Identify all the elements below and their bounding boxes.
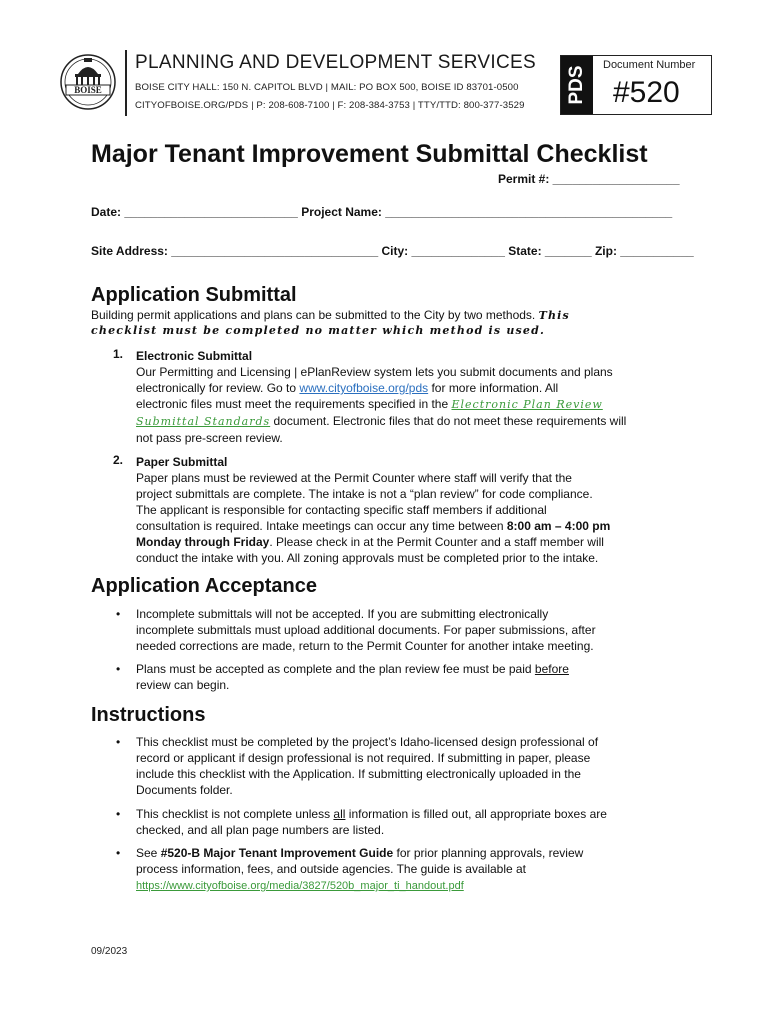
electronic-submittal: [136, 348, 696, 446]
instruction-item-3: [136, 845, 706, 894]
item-number-2: 2.: [113, 453, 124, 467]
ins2-line1-b: information is filled out, all appropriate boxes are: [345, 807, 607, 821]
application-submittal-heading: Application Submittal: [91, 284, 297, 306]
ins3-line1-b: for prior planning approvals, review: [393, 846, 584, 860]
paper-submittal-title: Paper Submittal: [136, 455, 228, 469]
acceptance-item-1: [136, 606, 706, 654]
intro-emphasis-b: checklist must be completed no matter which method is used.: [91, 324, 546, 337]
pds-label: PDS: [566, 65, 587, 105]
ps-line6: conduct the intake with you. All zoning approvals must be completed prior to the intake.: [136, 551, 599, 565]
instruction-item-2: [136, 806, 706, 838]
address-line-1: BOISE CITY HALL: 150 N. CAPITOL BLVD | MAIL: PO BOX 500, BOISE ID 83701-0500: [135, 82, 519, 93]
ps-line4-a: consultation is required. Intake meetings can occur any time between: [136, 519, 507, 533]
instructions-heading: Instructions: [91, 704, 206, 726]
boise-logo: [58, 52, 118, 112]
bullet-marker: •: [116, 807, 121, 821]
revision-date: 09/2023: [91, 946, 128, 957]
bullet-marker: •: [116, 662, 121, 676]
department-name: PLANNING AND DEVELOPMENT SERVICES: [135, 52, 536, 73]
header-divider: [125, 50, 127, 116]
acc2-line1-a: Plans must be accepted as complete and the plan review fee must be paid: [136, 662, 535, 676]
pds-link[interactable]: www.cityofboise.org/pds: [299, 381, 429, 395]
bullet-marker: •: [116, 846, 121, 860]
es-line2-a: electronically for review. Go to: [136, 381, 300, 395]
ins3-line1-a: See: [136, 846, 161, 860]
ps-line5: [136, 534, 696, 550]
bullet-marker: •: [116, 607, 121, 621]
ps-line5-b: . Please check in at the Permit Counter and a staff member will: [269, 535, 604, 549]
ins1-line3: include this checklist with the Application. If submitting electronically uploaded in the: [136, 767, 581, 781]
ps-line3: The applicant is responsible for contacting specific staff members if additional: [136, 503, 547, 517]
svg-text:BOISE: BOISE: [74, 85, 102, 95]
ins2-line1-a: This checklist is not complete unless: [136, 807, 334, 821]
site-address-field[interactable]: Site Address: _______________________________ City: ______________ State: _______ Zip: ___________: [91, 244, 694, 258]
guide-handout-link[interactable]: https://www.cityofboise.org/media/3827/520b_major_ti_handout.pdf: [136, 880, 464, 892]
acceptance-item-2: [136, 661, 706, 693]
ins2-line1: [136, 806, 706, 822]
ins3-line1: [136, 845, 706, 861]
acc1-line2: incomplete submittals must upload additional documents. For paper submissions, after: [136, 623, 596, 637]
electronic-submittal-title: Electronic Submittal: [136, 349, 253, 363]
pds-tab: [561, 56, 593, 114]
es-line1: Our Permitting and Licensing | ePlanReview system lets you submit documents and plans: [136, 365, 613, 379]
document-number-label: Document Number: [603, 59, 696, 71]
es-line3: [136, 396, 696, 413]
ps-line1: Paper plans must be reviewed at the Permit Counter where staff will verify that the: [136, 471, 572, 485]
ins3-line2: process information, fees, and outside agencies. The guide is available at: [136, 862, 527, 876]
ins2-all: all: [333, 807, 346, 821]
submittal-intro: [91, 307, 651, 324]
es-line4-b: document. Electronic files that do not meet these requirements will: [270, 414, 627, 428]
es-line2: [136, 380, 696, 396]
permit-field[interactable]: Permit #: ___________________: [498, 172, 680, 186]
intro-text: Building permit applications and plans can be submitted to the City by two methods.: [91, 308, 536, 322]
ins1-line1: This checklist must be completed by the project’s Idaho-licensed design professional of: [136, 735, 599, 749]
ps-line2: project submittals are complete. The intake is not a “plan review” for code compliance.: [136, 487, 593, 501]
es-line5: not pass pre-screen review.: [136, 431, 283, 445]
ps-line4: [136, 518, 696, 534]
intro-emphasis-a: This: [538, 309, 570, 322]
instruction-item-1: [136, 734, 706, 798]
date-project-field[interactable]: Date: __________________________ Project Name: ___________________________________________: [91, 205, 673, 219]
acc2-before: before: [534, 662, 569, 676]
ps-hours: 8:00 am – 4:00 pm: [506, 519, 611, 533]
ins1-line2: record or applicant if design professional is not required. If submitting in paper, please: [136, 751, 591, 765]
eplan-standards-link-a[interactable]: Electronic Plan Review: [451, 398, 603, 411]
ps-days: Monday through Friday: [136, 535, 270, 549]
page-title: Major Tenant Improvement Submittal Checklist: [91, 140, 648, 168]
application-acceptance-heading: Application Acceptance: [91, 575, 317, 597]
document-number-box: [560, 55, 712, 115]
bullet-marker: •: [116, 735, 121, 749]
acc2-line1: [136, 661, 706, 677]
ins1-line4: Documents folder.: [136, 783, 233, 797]
es-line2-b: for more information. All: [428, 381, 559, 395]
address-line-2: CITYOFBOISE.ORG/PDS | P: 208-608-7100 | F: 208-384-3753 | TTY/TTD: 800-377-3529: [135, 100, 525, 111]
item-number-1: 1.: [113, 347, 124, 361]
paper-submittal: [136, 454, 696, 566]
acc2-line2: review can begin.: [136, 678, 230, 692]
acc1-line1: Incomplete submittals will not be accepted. If you are submitting electronically: [136, 607, 549, 621]
document-number: #520: [613, 76, 680, 109]
es-line3-a: electronic files must meet the requirements specified in the: [136, 397, 452, 411]
guide-reference: #520-B Major Tenant Improvement Guide: [160, 846, 394, 860]
eplan-standards-link-b[interactable]: Submittal Standards: [136, 415, 271, 428]
ins2-line2: checked, and all plan page numbers are listed.: [136, 823, 385, 837]
es-line4: [136, 413, 696, 430]
acc1-line3: needed corrections are made, return to the Permit Counter for another intake meeting.: [136, 639, 594, 653]
